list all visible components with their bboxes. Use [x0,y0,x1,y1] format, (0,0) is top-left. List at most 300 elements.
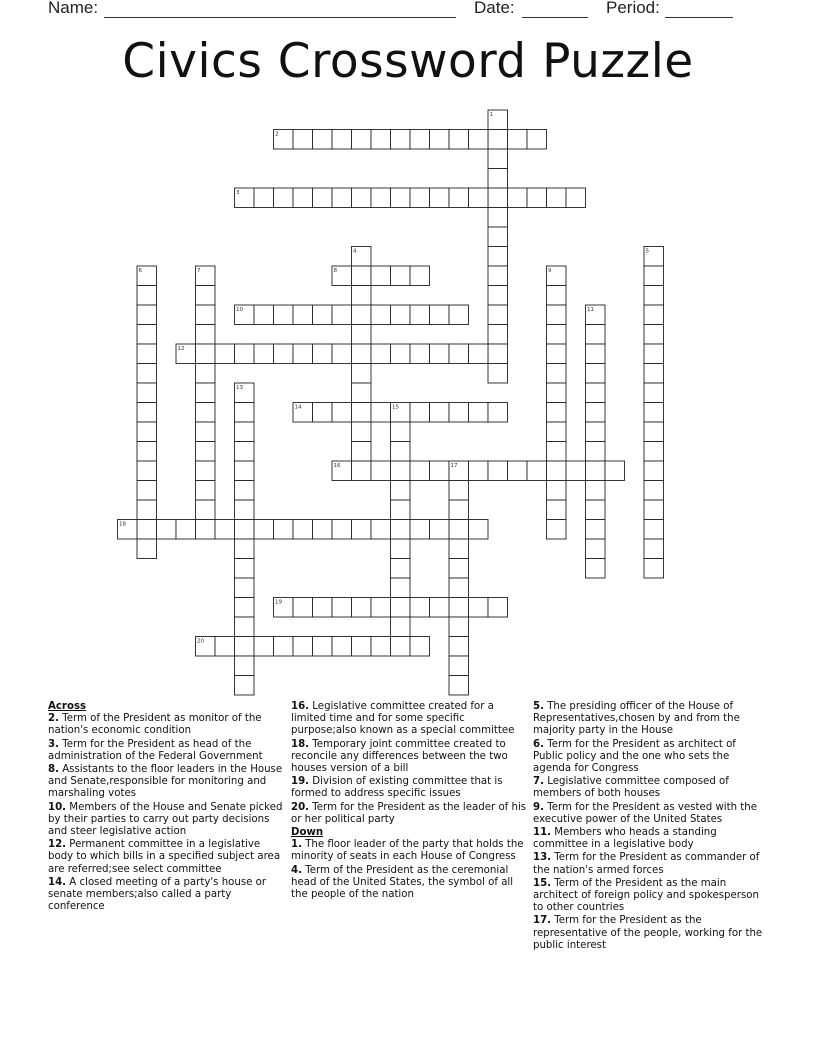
grid-cell[interactable] [352,442,372,462]
grid-cell[interactable] [137,481,157,501]
grid-cell[interactable] [137,403,157,423]
grid-cell[interactable] [371,344,391,364]
grid-cell[interactable] [586,461,606,481]
grid-cell[interactable] [644,539,664,559]
cell-number: 3 [236,190,240,196]
grid-cell[interactable] [313,130,333,150]
grid-cell[interactable] [235,422,255,442]
clue-number: 12. [48,839,67,851]
grid-cell[interactable] [137,344,157,364]
grid-cell[interactable] [137,286,157,306]
clue-item [533,776,769,800]
grid-cell[interactable] [469,461,489,481]
grid-cell[interactable] [469,520,489,540]
grid-cell[interactable] [215,520,235,540]
grid-cell[interactable] [449,403,469,423]
grid-cell[interactable] [137,422,157,442]
grid-cell[interactable] [391,559,411,579]
grid-cell[interactable] [137,442,157,462]
grid-cell[interactable] [274,305,294,325]
grid-cell[interactable] [391,344,411,364]
clue-text: Members who heads a standing committee in a legislative body [533,827,717,851]
grid-cell[interactable] [488,227,508,247]
grid-cell[interactable] [235,403,255,423]
grid-cell[interactable] [391,500,411,520]
clue-item [291,839,527,863]
grid-cell[interactable] [586,422,606,442]
grid-cell[interactable] [196,500,216,520]
grid-cell[interactable] [488,286,508,306]
clue-text: Members of the House and Senate picked by their parties to carry out party decisions and steer legislative action [48,801,283,838]
grid-cell[interactable] [235,344,255,364]
grid-cell[interactable] [547,500,567,520]
grid-cell[interactable] [352,286,372,306]
grid-cell[interactable] [391,266,411,286]
grid-cell[interactable] [566,461,586,481]
grid-cell[interactable] [488,344,508,364]
cell-number: 14 [294,404,302,411]
grid-cell[interactable] [254,344,274,364]
grid-cell[interactable] [586,383,606,403]
clue-number: 9. [533,801,544,813]
grid-cell[interactable] [332,637,352,657]
cell-number: 9 [548,268,552,274]
clue-number: 16. [291,701,310,712]
grid-cell[interactable] [137,520,157,540]
grid-cell[interactable] [352,637,372,657]
grid-cell[interactable] [235,676,255,696]
grid-cell[interactable] [352,188,372,208]
grid-cell[interactable] [352,325,372,345]
page-title: Civics Crossword Puzzle [122,34,694,89]
grid-cell[interactable] [547,305,567,325]
grid-cell[interactable] [644,442,664,462]
grid-cell[interactable] [332,305,352,325]
grid-cell[interactable] [410,344,430,364]
clue-text: Term of the President as the main architect of foreign policy and spokesperson to other countries [533,877,759,914]
grid-cell[interactable] [644,286,664,306]
grid-cell[interactable] [235,617,255,637]
grid-cell[interactable] [644,364,664,384]
grid-cell[interactable] [547,481,567,501]
grid-cell[interactable] [586,481,606,501]
grid-cell[interactable] [293,130,313,150]
clue-item [48,802,284,839]
clue-text: Term of the President as the ceremonial head of the United States, the symbol of all the people of the nation [291,864,514,901]
grid-cell[interactable] [488,188,508,208]
grid-cell[interactable] [332,130,352,150]
grid-cell[interactable] [488,325,508,345]
grid-cell[interactable] [488,403,508,423]
grid-cell[interactable] [410,598,430,618]
grid-cell[interactable] [566,188,586,208]
clue-text: The floor leader of the party that holds the minority of seats in each House of Congress [291,839,524,863]
grid-cell[interactable] [644,266,664,286]
grid-cell[interactable] [488,208,508,228]
grid-cell[interactable] [508,188,528,208]
cell-number: 18 [119,521,126,528]
grid-cell[interactable] [371,403,391,423]
grid-cell[interactable] [137,461,157,481]
clue-item [533,878,769,915]
grid-cell[interactable] [313,305,333,325]
grid-cell[interactable] [313,403,333,423]
grid-cell[interactable] [215,637,235,657]
cell-number: 10 [236,307,243,313]
clue-text: Term for the President as commander of the nation's armed forces [533,852,760,876]
clue-number: 11. [533,827,552,839]
grid-cell[interactable] [586,500,606,520]
grid-cell[interactable] [196,344,216,364]
grid-cell[interactable] [547,442,567,462]
grid-cell[interactable] [137,325,157,345]
grid-cell[interactable] [644,481,664,501]
grid-cell[interactable] [488,247,508,267]
grid-cell[interactable] [644,520,664,540]
name-label: Name: [48,0,99,17]
grid-cell[interactable] [488,149,508,169]
grid-cell[interactable] [313,188,333,208]
grid-cell[interactable] [488,266,508,286]
grid-cell[interactable] [371,461,391,481]
grid-cell[interactable] [488,364,508,384]
grid-cell[interactable] [488,461,508,481]
grid-cell[interactable] [430,188,450,208]
grid-cell[interactable] [449,305,469,325]
clue-item [48,839,284,876]
grid-cell[interactable] [352,598,372,618]
grid-cell[interactable] [254,305,274,325]
clue-number: 15. [533,877,552,889]
date-label: Date: [474,0,515,17]
grid-cell[interactable] [274,520,294,540]
grid-cell[interactable] [137,539,157,559]
grid-cell[interactable] [274,344,294,364]
grid-cell[interactable] [430,520,450,540]
grid-cell[interactable] [391,598,411,618]
grid-cell[interactable] [644,325,664,345]
grid-cell[interactable] [254,520,274,540]
period-label: Period: [606,0,660,17]
grid-cell[interactable] [547,383,567,403]
clue-number: 1. [291,839,302,851]
clue-text: Division of existing committee that is formed to address specific issues [291,776,503,800]
clue-item [533,739,769,776]
grid-cell[interactable] [157,520,177,540]
grid-cell[interactable] [391,637,411,657]
grid-cell[interactable] [547,325,567,345]
grid-cell[interactable] [547,364,567,384]
grid-cell[interactable] [391,461,411,481]
clue-number: 10. [48,801,67,813]
grid-cell[interactable] [644,422,664,442]
clue-text: Term of the President as monitor of the nation's economic condition [48,713,262,737]
grid-cell[interactable] [469,188,489,208]
grid-cell[interactable] [352,344,372,364]
clue-text: Legislative committee created for a limited time and for some specific purpose;also known as a special committee [291,701,515,737]
grid-cell[interactable] [391,617,411,637]
grid-cell[interactable] [196,364,216,384]
cell-number: 5 [645,248,649,255]
grid-cell[interactable] [332,598,352,618]
grid-cell[interactable] [527,188,547,208]
clue-number: 6. [533,738,544,750]
grid-cell[interactable] [196,520,216,540]
clue-number: 7. [533,776,544,788]
grid-cell[interactable] [449,500,469,520]
grid-cell[interactable] [352,364,372,384]
clue-number: 13. [533,852,552,864]
grid-cell[interactable] [332,344,352,364]
grid-cell[interactable] [449,559,469,579]
clue-item [48,739,284,763]
grid-cell[interactable] [196,422,216,442]
grid-cell[interactable] [449,656,469,676]
grid-cell[interactable] [352,130,372,150]
grid-cell[interactable] [235,500,255,520]
grid-cell[interactable] [235,539,255,559]
grid-cell[interactable] [430,130,450,150]
grid-cell[interactable] [586,539,606,559]
cell-number: 6 [138,268,142,274]
grid-cell[interactable] [137,383,157,403]
grid-cell[interactable] [644,403,664,423]
grid-cell[interactable] [391,539,411,559]
grid-cell[interactable] [488,130,508,150]
grid-cell[interactable] [293,520,313,540]
grid-cell[interactable] [547,520,567,540]
clue-number: 18. [291,738,310,750]
grid-cell[interactable] [137,364,157,384]
grid-cell[interactable] [410,305,430,325]
clue-item [533,915,769,952]
grid-cell[interactable] [449,188,469,208]
grid-cell[interactable] [391,422,411,442]
grid-cell[interactable] [332,520,352,540]
grid-cell[interactable] [332,403,352,423]
grid-cell[interactable] [391,481,411,501]
grid-cell[interactable] [196,481,216,501]
grid-cell[interactable] [430,461,450,481]
grid-cell[interactable] [352,305,372,325]
grid-cell[interactable] [371,130,391,150]
grid-cell[interactable] [644,559,664,579]
clue-number: 2. [48,713,59,725]
clue-text: The presiding officer of the House of Representatives,chosen by and from the majority party in the House [533,701,740,737]
grid-cell[interactable] [235,578,255,598]
grid-cell[interactable] [644,344,664,364]
grid-cell[interactable] [313,520,333,540]
grid-cell[interactable] [586,344,606,364]
clue-item [291,739,527,776]
clue-item [48,764,284,801]
grid-cell[interactable] [391,442,411,462]
cell-number: 17 [450,463,458,469]
grid-cell[interactable] [644,383,664,403]
grid-cell[interactable] [235,442,255,462]
clue-text: Term for the President as the representative of the people, working for the public interest [533,915,763,951]
grid-cell[interactable] [391,520,411,540]
grid-cell[interactable] [488,305,508,325]
grid-cell[interactable] [488,169,508,189]
clue-text: Temporary joint committee created to reconcile any differences between the two houses version of a bill [291,738,508,775]
grid-cell[interactable] [235,598,255,618]
grid-cell[interactable] [547,188,567,208]
clue-text: Term for the President as vested with the executive power of the United States [533,801,758,825]
grid-cell[interactable] [586,442,606,462]
grid-cell[interactable] [508,130,528,150]
grid-cell[interactable] [352,266,372,286]
grid-cell[interactable] [293,637,313,657]
grid-cell[interactable] [547,403,567,423]
grid-cell[interactable] [449,520,469,540]
grid-cell[interactable] [527,461,547,481]
grid-cell[interactable] [469,598,489,618]
grid-cell[interactable] [410,520,430,540]
clue-item [533,701,769,738]
grid-cell[interactable] [235,656,255,676]
grid-cell[interactable] [293,188,313,208]
grid-cell[interactable] [410,461,430,481]
clue-item [291,776,527,800]
grid-cell[interactable] [644,461,664,481]
clue-item [48,877,284,914]
grid-cell[interactable] [449,481,469,501]
grid-cell[interactable] [449,637,469,657]
grid-cell[interactable] [391,578,411,598]
grid-cell[interactable] [352,520,372,540]
grid-cell[interactable] [449,578,469,598]
grid-cell[interactable] [352,403,372,423]
grid-cell[interactable] [527,130,547,150]
grid-cell[interactable] [196,383,216,403]
grid-cell[interactable] [430,403,450,423]
grid-cell[interactable] [196,286,216,306]
grid-cell[interactable] [430,305,450,325]
grid-cell[interactable] [605,461,625,481]
grid-cell[interactable] [371,637,391,657]
grid-cell[interactable] [293,598,313,618]
grid-cell[interactable] [469,130,489,150]
grid-cell[interactable] [547,344,567,364]
clue-number: 19. [291,776,310,788]
grid-cell[interactable] [449,344,469,364]
grid-cell[interactable] [196,325,216,345]
grid-cell[interactable] [313,598,333,618]
grid-cell[interactable] [449,539,469,559]
grid-cell[interactable] [391,305,411,325]
grid-cell[interactable] [352,422,372,442]
clue-item [291,802,527,826]
grid-cell[interactable] [352,461,372,481]
grid-cell[interactable] [644,305,664,325]
grid-cell[interactable] [449,676,469,696]
grid-cell[interactable] [196,305,216,325]
grid-cell[interactable] [586,364,606,384]
clue-text: A closed meeting of a party's house or senate members;also called a party conference [48,876,267,913]
clue-number: 4. [291,864,302,876]
cell-number: 15 [392,404,399,411]
grid-cell[interactable] [235,637,255,657]
cell-number: 8 [333,268,337,274]
clue-number: 20. [291,801,310,813]
grid-cell[interactable] [469,344,489,364]
grid-cell[interactable] [547,461,567,481]
grid-cell[interactable] [410,266,430,286]
clue-number: 14. [48,876,67,888]
cell-number: 2 [275,131,279,138]
grid-cell[interactable] [430,344,450,364]
grid-cell[interactable] [410,130,430,150]
grid-cell[interactable] [293,344,313,364]
grid-cell[interactable] [430,598,450,618]
grid-cell[interactable] [391,188,411,208]
clue-item [533,827,769,851]
grid-cell[interactable] [547,286,567,306]
grid-cell[interactable] [196,461,216,481]
grid-cell[interactable] [508,461,528,481]
grid-cell[interactable] [371,305,391,325]
clue-number: 5. [533,701,544,712]
clue-text: Term for the President as the leader of his or her political party [291,801,527,825]
grid-cell[interactable] [332,188,352,208]
grid-cell[interactable] [586,520,606,540]
grid-cell[interactable] [254,637,274,657]
grid-cell[interactable] [449,130,469,150]
grid-cell[interactable] [235,520,255,540]
grid-cell[interactable] [371,520,391,540]
grid-cell[interactable] [410,188,430,208]
grid-cell[interactable] [371,266,391,286]
grid-cell[interactable] [196,403,216,423]
grid-cell[interactable] [488,598,508,618]
grid-cell[interactable] [449,617,469,637]
grid-cell[interactable] [586,325,606,345]
grid-cell[interactable] [586,403,606,423]
grid-cell[interactable] [137,500,157,520]
grid-cell[interactable] [235,481,255,501]
grid-cell[interactable] [137,305,157,325]
grid-cell[interactable] [196,442,216,462]
clues-column-3 [533,701,769,953]
grid-cell[interactable] [274,637,294,657]
grid-cell[interactable] [313,637,333,657]
grid-cell[interactable] [644,500,664,520]
grid-cell[interactable] [547,422,567,442]
cell-number: 19 [275,599,282,606]
cell-number: 11 [587,307,594,313]
grid-cell[interactable] [235,559,255,579]
grid-cell[interactable] [176,520,196,540]
grid-cell[interactable] [352,383,372,403]
grid-cell[interactable] [293,305,313,325]
grid-cell[interactable] [235,461,255,481]
grid-cell[interactable] [371,188,391,208]
grid-cell[interactable] [215,344,235,364]
grid-cell[interactable] [410,637,430,657]
grid-cell[interactable] [586,559,606,579]
grid-cell[interactable] [469,403,489,423]
grid-cell[interactable] [371,598,391,618]
clue-text: Term for the President as head of the administration of the Federal Government [48,738,263,762]
grid-cell[interactable] [313,344,333,364]
grid-cell[interactable] [254,188,274,208]
grid-cell[interactable] [449,598,469,618]
grid-cell[interactable] [274,188,294,208]
grid-cell[interactable] [391,130,411,150]
clue-item [48,713,284,737]
grid-cell[interactable] [410,403,430,423]
